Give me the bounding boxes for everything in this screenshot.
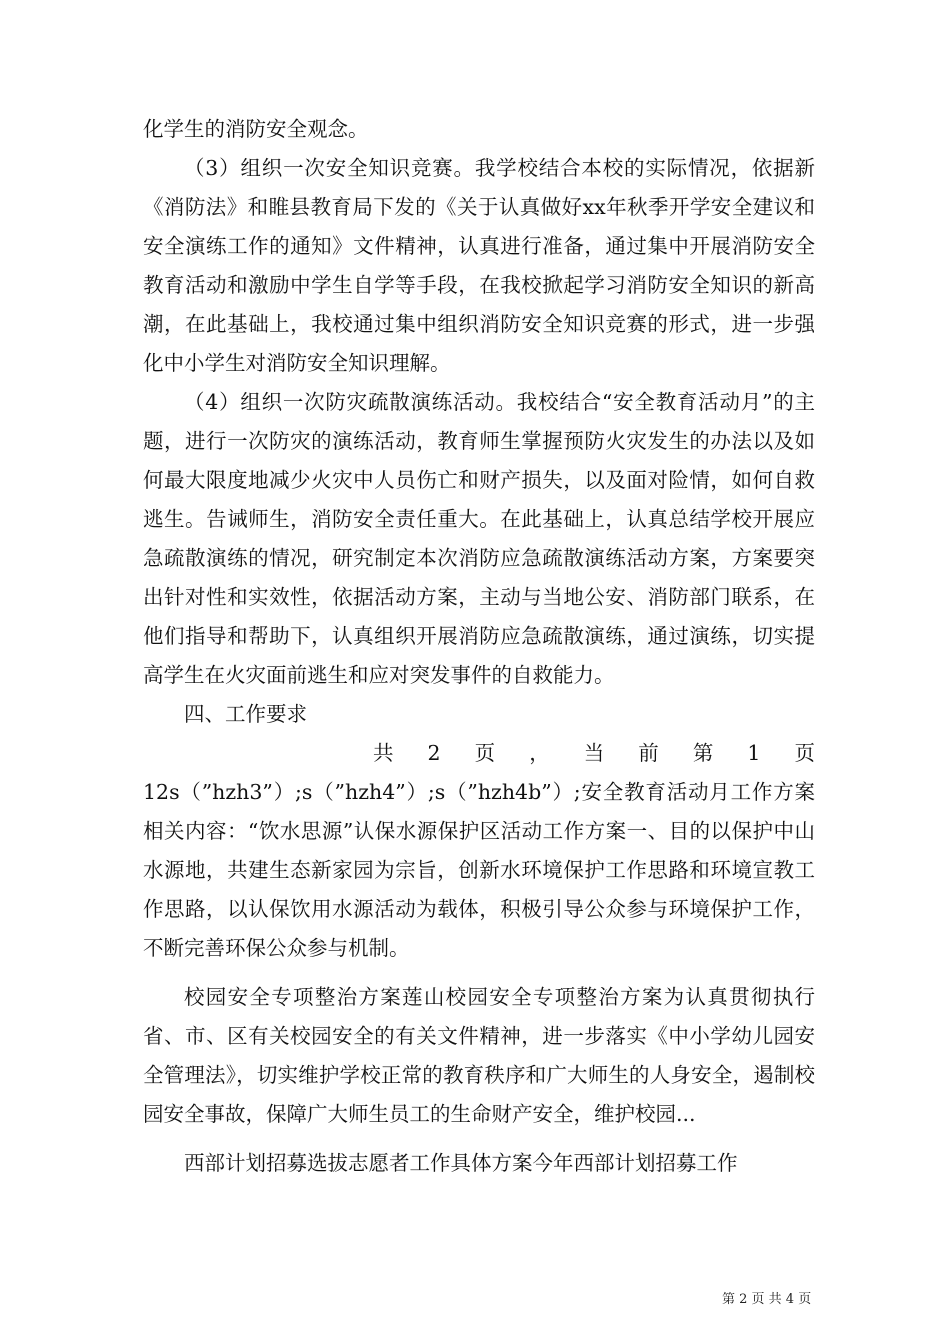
paragraph-campus-safety: 校园安全专项整治方案莲山校园安全专项整治方案为认真贯彻执行省、市、区有关校园安全的有关文件精神，进一步落实《中小学幼儿园安全管理法》，切实维护学校正常的教育秩序和广大师生的人身安全，遏制校园安全事故，保障广大师生员工的生命财产安全，维护校园... <box>143 985 815 1126</box>
pager-token: 第 <box>692 741 714 765</box>
pager-token: 2 <box>427 741 441 765</box>
paragraph-related-content: 12s（”hzh3”）;s（”hzh4”）;s（”hzh4b”）;安全教育活动月工作方案相关内容：“饮水思源”认保水源保护区活动工作方案一、目的以保护中山水源地，共建生态新家园为宗旨，创新水环境保护工作思路和环境宣教工作思路，以认保饮用水源活动为载体，积极引导公众参与环境保护工作，不断完善环保公众参与机制。 <box>143 780 815 960</box>
paragraph-evacuation-drill: （4）组织一次防灾疏散演练活动。我校结合“安全教育活动月”的主题，进行一次防灾的演练活动，教育师生掌握预防火灾发生的办法以及如何最大限度地减少火灾中人员伤亡和财产损失，以及面对险情，如何自救逃生。告诫师生，消防安全责任重大。在此基础上，认真总结学校开展应急疏散演练的情况，研究制定本次消防应急疏散演练活动方案，方案要突出针对性和实效性，依据活动方案，主动与当地公安、消防部门联系，在他们指导和帮助下，认真组织开展消防应急疏散演练，通过演练，切实提高学生在火灾面前逃生和应对突发事件的自救能力。 <box>143 390 815 687</box>
paragraph-continuation: 化学生的消防安全观念。 <box>143 117 369 141</box>
paragraph-knowledge-contest: （3）组织一次安全知识竞赛。我学校结合本校的实际情况，依据新《消防法》和睢县教育局下发的《关于认真做好xx年秋季开学安全建议和安全演练工作的通知》文件精神，认真进行准备，通过集中开展消防安全教育活动和激励中学生自学等手段，在我校掀起学习消防安全知识的新高潮，在此基础上，我校通过集中组织消防安全知识竞赛的形式，进一步强化中小学生对消防安全知识理解。 <box>143 156 815 375</box>
pager-token: 共 <box>373 741 394 765</box>
pager-token: 页 <box>794 741 815 765</box>
pager-token: 1 <box>747 741 761 765</box>
page-footer: 第 2 页 共 4 页 <box>722 1292 812 1307</box>
section-heading-work-requirements: 四、工作要求 <box>184 702 307 726</box>
document-body <box>143 110 815 1183</box>
pager-token: ， <box>529 741 550 765</box>
inline-page-indicator <box>143 734 815 773</box>
pager-token: 当 <box>583 741 605 765</box>
pager-token: 页 <box>474 741 496 765</box>
paragraph-western-plan: 西部计划招募选拔志愿者工作具体方案今年西部计划招募工作 <box>184 1151 738 1175</box>
pager-token: 前 <box>638 741 659 765</box>
